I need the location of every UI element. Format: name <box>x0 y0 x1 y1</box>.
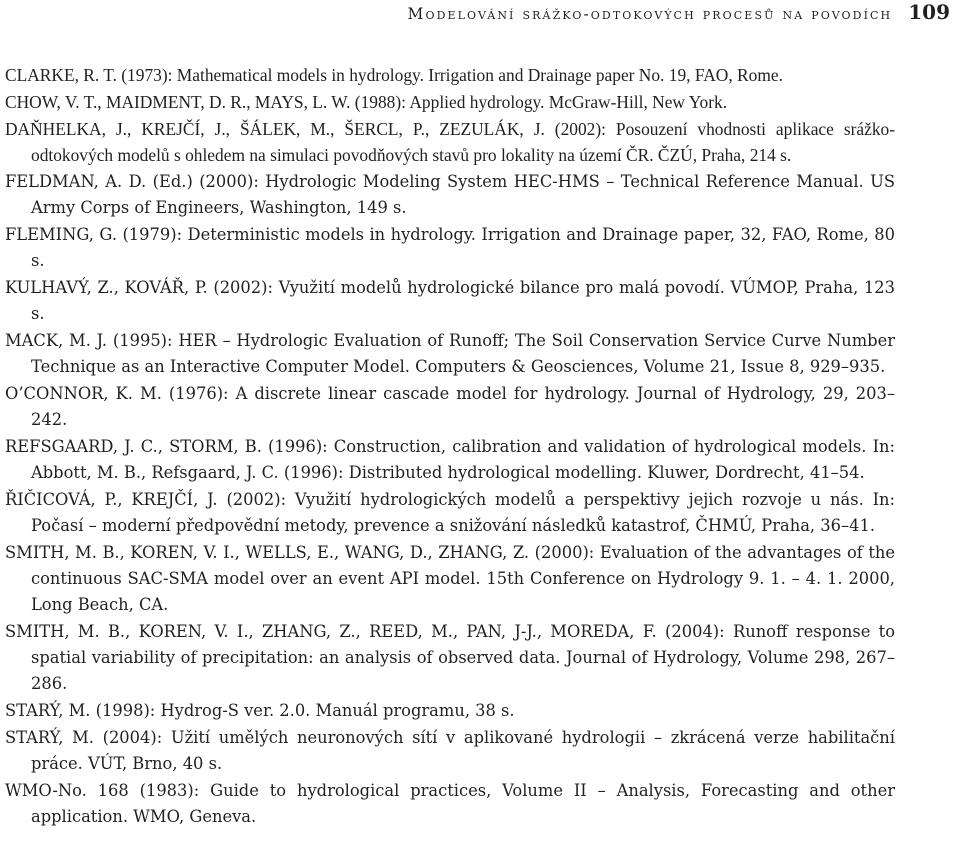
running-title: Modelování srážko-odtokových procesů na povodích <box>407 5 893 23</box>
reference-clarke-1973: CLARKE, R. T. (1973): Mathematical models in hydrology. Irrigation and Drainage paper No. 19, FAO, Rome. <box>5 65 783 85</box>
reference-mack-1995: MACK, M. J. (1995): HER – Hydrologic Evaluation of Runoff; The Soil Conservation Service Curve Number Technique as an Interactive Computer Model. Computers & Geosciences, Volume 21, Issue 8, 929–935. <box>5 331 895 376</box>
reference-stary-2004: STARÝ, M. (2004): Užití umělých neuronových sítí v aplikované hydrologii – zkrácená verze habilitační práce. VÚT, Brno, 40 s. <box>5 728 895 773</box>
reference-stary-1998: STARÝ, M. (1998): Hydrog-S ver. 2.0. Manuál programu, 38 s. <box>5 701 515 720</box>
reference-oconnor-1976: O’CONNOR, K. M. (1976): A discrete linear cascade model for hydrology. Journal of Hydrology, 29, 203–242. <box>5 384 895 429</box>
reference-smith-2004: SMITH, M. B., KOREN, V. I., ZHANG, Z., REED, M., PAN, J-J., MOREDA, F. (2004): Runoff response to spatial variability of precipitation: an analysis of observed data. Journal of Hydrology, Volume 298, 267–286. <box>5 622 895 693</box>
reference-wmo-1983: WMO-No. 168 (1983): Guide to hydrological practices, Volume II – Analysis, Forecasting and other application. WMO, Geneva. <box>5 781 895 826</box>
reference-smith-2000: SMITH, M. B., KOREN, V. I., WELLS, E., WANG, D., ZHANG, Z. (2000): Evaluation of the advantages of the continuous SAC-SMA model over an event API model. 15th Conference on Hydrology 9. 1. – 4. 1. 2000, Long Beach, CA. <box>5 543 895 614</box>
reference-refsgaard-1996: REFSGAARD, J. C., STORM, B. (1996): Construction, calibration and validation of hydrological models. In: Abbott, M. B., Refsgaard, J. C. (1996): Distributed hydrological modelling. Kluwer, Dordrecht, 41–54. <box>5 437 895 482</box>
page-number: 109 <box>908 0 950 24</box>
reference-fleming-1979: FLEMING, G. (1979): Deterministic models in hydrology. Irrigation and Drainage paper, 32, FAO, Rome, 80 s. <box>5 225 895 270</box>
reference-list <box>5 62 895 831</box>
reference-ricicova-2002: ŘIČICOVÁ, P., KREJČÍ, J. (2002): Využití hydrologických modelů a perspektivy jejich rozvoje u nás. In: Počasí – moderní předpovědní metody, prevence a snižování následků katastrof, ČHMÚ, Praha, 36–41. <box>5 490 895 535</box>
reference-kulhavy-2002: KULHAVÝ, Z., KOVÁŘ, P. (2002): Využití modelů hydrologické bilance pro malá povodí. VÚMOP, Praha, 123 s. <box>5 278 895 323</box>
reference-feldman-2000: FELDMAN, A. D. (Ed.) (2000): Hydrologic Modeling System HEC-HMS – Technical Reference Manual. US Army Corps of Engineers, Washington, 149 s. <box>5 172 895 217</box>
reference-chow-1988: CHOW, V. T., MAIDMENT, D. R., MAYS, L. W. (1988): Applied hydrology. McGraw-Hill, New York. <box>5 92 728 112</box>
reference-danhelka-2002: DAŇHELKA, J., KREJČÍ, J., ŠÁLEK, M., ŠERCL, P., ZEZULÁK, J. (2002): Posouzení vhodnosti aplikace srážko-odtokových modelů s ohledem na simulaci povodňových stavů pro lokality na území ČR. ČZÚ, Praha, 214 s. <box>5 119 895 165</box>
running-header <box>0 0 950 26</box>
